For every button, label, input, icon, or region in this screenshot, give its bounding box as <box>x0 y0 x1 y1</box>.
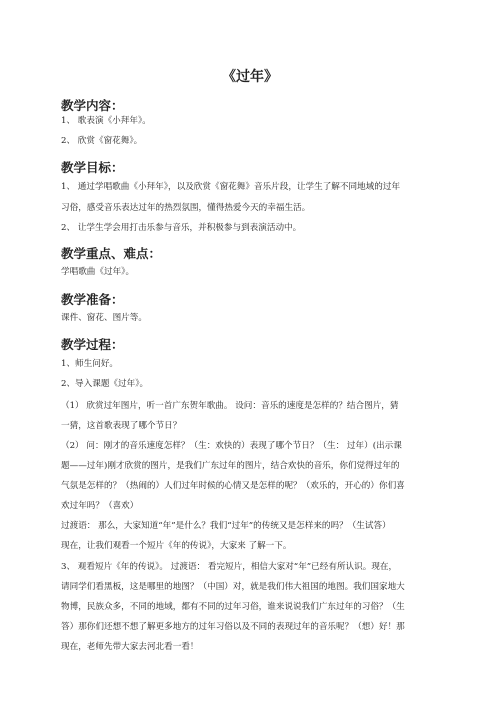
text-line: 过渡语： 那么，大家知道“年”是什么？我们“过年”的传统又是怎样来的吗？（生试答） <box>61 521 391 531</box>
text-line: 学唱歌曲《过年》。 <box>61 267 135 277</box>
text-line: 2、 欣赏《窗花舞》。 <box>61 136 143 146</box>
text-line: 请同学们看黑板，这是哪里的地图？（中国）对，就是我们伟大祖国的地图。我们国家地大 <box>61 582 405 592</box>
page-title: 《过年》 <box>222 69 278 85</box>
text-line: 2、 让学生学会用打击乐参与音乐，并积极参与到表演活动中。 <box>61 223 302 233</box>
section-heading-process: 教学过程： <box>61 337 124 352</box>
text-line: 答）那你们还想不想了解更多地方的过年习俗以及不同的表现过年的音乐呢？（想）好！那 <box>61 622 405 632</box>
text-line: 2、导入课题《过年》。 <box>61 379 149 389</box>
text-line: 一猜，这首歌表现了哪个节日？ <box>61 421 182 431</box>
text-line: （1） 欣赏过年图片，听一首广东贺年歌曲。 设问：音乐的速度是怎样的？结合图片，猜 <box>61 401 399 411</box>
text-line: 习俗，感受音乐表达过年的热烈氛围，懂得热爱今天的幸福生活。 <box>61 203 311 213</box>
text-line: 欢过年吗？（喜欢） <box>61 501 139 511</box>
text-line: 物博，民族众多，不同的地域，都有不同的过年习俗，谁来说说我们广东过年的习俗？（生 <box>61 602 405 612</box>
text-line: 现在，老师先带大家去河北看一看！ <box>61 642 199 652</box>
text-line: 3、 观看短片《年的传说》。 过渡语： 看完短片，相信大家对“年”已经有所认识。现在， <box>61 562 398 572</box>
text-line: 课件、窗花、图片等。 <box>61 313 147 323</box>
text-line: 气氛是怎样的？（热闹的）人们过年时候的心情又是怎样的呢？（欢乐的，开心的）你们喜 <box>61 481 405 491</box>
section-heading-preparation: 教学准备： <box>61 292 124 307</box>
text-line: 现在，让我们观看一个短片《年的传说》，大家来 了解一下。 <box>61 541 292 551</box>
text-line: （2） 问：刚才的音乐速度怎样？（生：欢快的）表现了哪个节日？（生： 过年）(出示课 <box>61 441 402 451</box>
section-heading-goals: 教学目标： <box>61 160 124 175</box>
section-heading-key-points: 教学重点、难点： <box>61 246 162 261</box>
section-heading-content: 教学内容： <box>61 98 124 113</box>
text-line: 1、师生问好。 <box>61 359 119 369</box>
text-line: 1、 歌表演《小拜年》。 <box>61 116 151 126</box>
text-line: 题——过年)刚才欣赏的图片，是我们广东过年的图片，结合欢快的音乐，你们觉得过年的 <box>61 461 400 471</box>
text-line: 1、 通过学唱歌曲《小拜年》，以及欣赏《窗花舞》音乐片段，让学生了解不同地域的过年 <box>61 182 401 192</box>
